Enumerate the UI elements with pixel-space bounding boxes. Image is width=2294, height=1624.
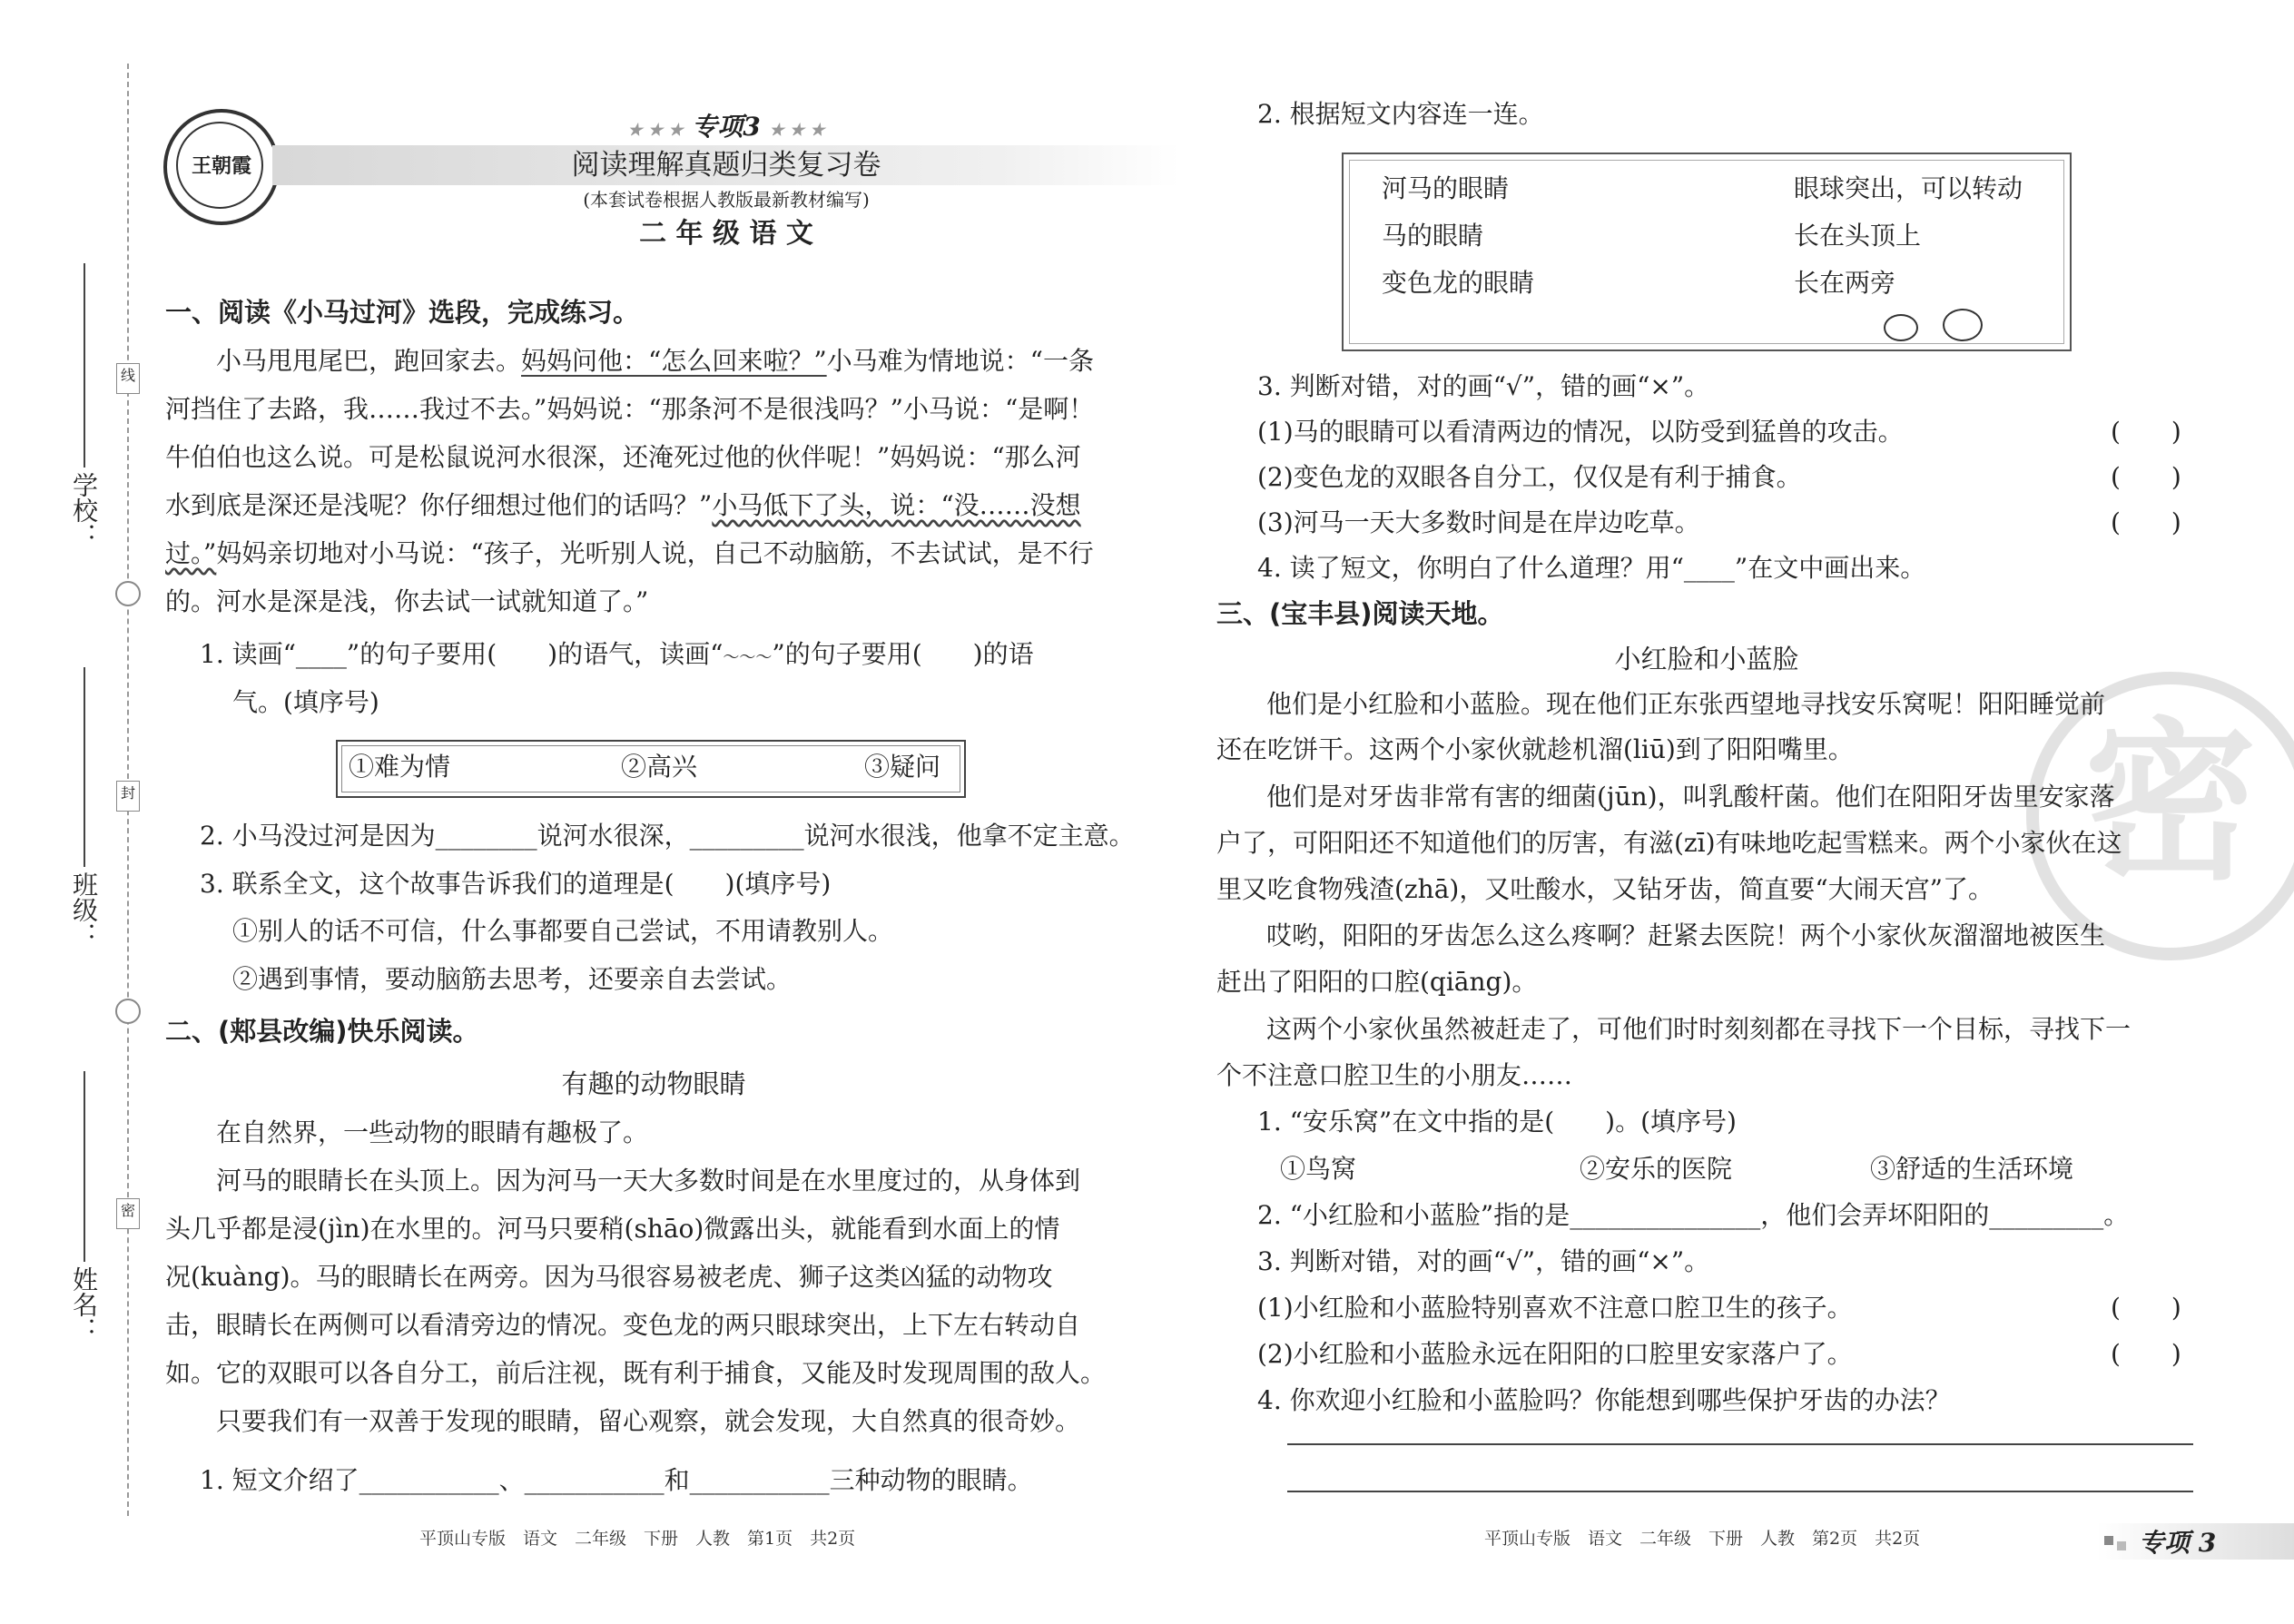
s1-q1-text: 1. 读画“____”的句子要用( )的语气，读画“ (200, 639, 724, 669)
s3-title: 小红脸和小蓝脸 (1614, 644, 1799, 674)
option-2: ②高兴 (621, 752, 698, 782)
s2-line-7: 只要我们有一双善于发现的眼睛，留心观察，就会发现，大自然真的很奇妙。 (216, 1406, 1081, 1436)
s1-line-5 (165, 530, 1094, 577)
footer-tag: 专项 3 (2139, 1528, 2217, 1558)
s3-line-2: 还在吃饼干。这两个小家伙就趁机溜(liū)到了阳阳嘴里。 (1216, 734, 1854, 764)
s3-line-1: 他们是小红脸和小蓝脸。现在他们正东张西望地寻找安乐窝呢！阳阳睡觉前 (1266, 689, 2106, 719)
s3-line-8: 这两个小家伙虽然被赶走了，可他们时时刻刻都在寻找下一个目标，寻找下一 (1266, 1014, 2132, 1044)
s1-line-4 (165, 482, 1081, 529)
logo-text: 王朝霞 (191, 154, 251, 178)
s1-underlined-question: 妈妈问他：“怎么回来啦？” (521, 346, 827, 376)
s2-line-4: 况(kuàng)。马的眼睛长在两旁。因为马很容易被老虎、狮子这类凶猛的动物攻 (165, 1262, 1053, 1292)
s1-text: 小马难为情地说：“一条 (826, 346, 1094, 376)
cut-mark-seal: 封 (116, 781, 140, 812)
match-left-1[interactable]: 河马的眼睛 (1382, 173, 1510, 203)
logo-seal (163, 109, 280, 225)
s1-q3-option-2: ②遇到事情，要动脑筋去思考，还要亲自去尝试。 (232, 964, 793, 994)
hole-icon (115, 581, 141, 606)
s3-line-5: 里又吃食物残渣(zhā)，又吐酸水，又钻牙齿，简直要“大闹天宫”了。 (1216, 874, 1994, 904)
section-3-heading: 三、(宝丰县)阅读天地。 (1216, 598, 1504, 629)
school-field[interactable] (84, 263, 85, 468)
grade-subject: 二 年 级 语 文 (639, 218, 813, 250)
s3-line-4: 户了，可阳阳还不知道他们的厉害，有滋(zī)有味地吃起雪糕来。两个小家伙在这 (1216, 828, 2122, 858)
option-3: ③疑问 (864, 752, 941, 782)
match-left-3[interactable]: 变色龙的眼睛 (1382, 268, 1535, 298)
s1-question-2: 2. 小马没过河是因为________说河水很深，_________说河水很浅，他拿不定主意。 (200, 821, 1135, 851)
answer-line[interactable] (1287, 1491, 2193, 1492)
s3-judge-1: (1)小红脸和小蓝脸特别喜欢不注意口腔卫生的孩子。 (1257, 1293, 1853, 1323)
class-label: 班级： (69, 871, 99, 948)
stamp-text: 密 (2083, 703, 2257, 903)
s3-q1-option-1: ①鸟窝 (1280, 1154, 1357, 1184)
options-box (336, 740, 966, 798)
s1-line-1 (216, 338, 1094, 385)
hole-icon (115, 999, 141, 1024)
s1-q1-text: ”的句子要用( )的语 (772, 639, 1034, 669)
s1-question-1 (200, 631, 1034, 682)
s3-question-1: 1. “安乐窝”在文中指的是( )。(填序号) (1257, 1107, 1737, 1137)
s3-line-6: 哎哟，阳阳的牙齿怎么这么疼啊？赶紧去医院！两个小家伙灰溜溜地被医生 (1266, 920, 2106, 950)
section-2-heading: 二、(郏县改编)快乐阅读。 (165, 1016, 479, 1047)
s1-line-3: 牛伯伯也这么说。可是松鼠说河水很深，还淹死过他的伙伴呢！”妈妈说：“那么河 (165, 442, 1081, 472)
s2-line-6: 如。它的双眼可以各自分工，前后注视，既有利于捕食，又能及时发现周围的敌人。 (165, 1358, 1107, 1388)
match-right-1[interactable]: 眼球突出，可以转动 (1794, 173, 2023, 203)
s1-line-2: 河挡住了去路，我……我过不去。”妈妈说：“那条河不是很浅吗？”小马说：“是啊！ (165, 394, 1095, 424)
s1-q1-wave: ～～～ (723, 648, 773, 667)
answer-paren[interactable]: ( ) (2111, 417, 2181, 447)
subject-tag: ★ ★ ★ 专项3 ★ ★ ★ (627, 112, 825, 142)
s2-question-3: 3. 判断对错，对的画“√”，错的画“×”。 (1257, 371, 1710, 401)
school-label: 学校： (69, 472, 99, 548)
s2-judge-2: (2)变色龙的双眼各自分工，仅仅是有利于捕食。 (1257, 462, 1802, 492)
match-box (1342, 153, 2072, 351)
s1-text: 妈妈亲切地对小马说：“孩子，光听别人说，自己不动脑筋，不去试试，是不行 (216, 538, 1094, 568)
s3-question-3: 3. 判断对错，对的画“√”，错的画“×”。 (1257, 1246, 1710, 1276)
panda-icon (1884, 314, 1918, 341)
match-right-3[interactable]: 长在两旁 (1794, 268, 1896, 298)
s1-question-1-tail: 气。(填序号) (232, 687, 379, 717)
s2-question-2: 2. 根据短文内容连一连。 (1257, 99, 1544, 129)
s1-text: 水到底是深还是浅呢？你仔细想过他们的话吗？” (165, 490, 713, 520)
answer-line[interactable] (1287, 1443, 2193, 1445)
class-field[interactable] (84, 667, 85, 867)
s2-question-4: 4. 读了短文，你明白了什么道理？用“____”在文中画出来。 (1257, 553, 1926, 583)
answer-paren[interactable]: ( ) (2111, 507, 2181, 537)
s2-line-3: 头几乎都是浸(jìn)在水里的。河马只要稍(shāo)微露出头，就能看到水面上的情 (165, 1214, 1060, 1244)
name-label: 姓名： (69, 1266, 99, 1343)
s3-question-4: 4. 你欢迎小红脸和小蓝脸吗？你能想到哪些保护牙齿的办法？ (1257, 1385, 1951, 1415)
s1-text: 小马甩甩尾巴，跑回家去。 (216, 346, 522, 376)
option-1: ①难为情 (349, 752, 451, 782)
cut-mark-secret: 密 (116, 1198, 140, 1229)
subject-tag-text: 专项3 (692, 112, 761, 142)
cut-mark-line: 线 (116, 363, 140, 394)
s2-judge-3: (3)河马一天大多数时间是在岸边吃草。 (1257, 507, 1700, 537)
footer-tag-band (2097, 1523, 2294, 1560)
s3-judge-2: (2)小红脸和小蓝脸永远在阳阳的口腔里安家落户了。 (1257, 1339, 1853, 1369)
answer-paren[interactable]: ( ) (2111, 1293, 2181, 1323)
footer-left: 平顶山专版 语文 二年级 下册 人教 第1页 共2页 (419, 1529, 856, 1549)
s1-question-3: 3. 联系全文，这个故事告诉我们的道理是( )(填序号) (200, 869, 832, 899)
panda-icon (1943, 309, 1983, 341)
s2-line-1: 在自然界，一些动物的眼睛有趣极了。 (216, 1117, 649, 1147)
name-field[interactable] (84, 1071, 85, 1262)
answer-paren[interactable]: ( ) (2111, 1339, 2181, 1369)
match-right-2[interactable]: 长在头顶上 (1794, 221, 1922, 251)
s2-judge-1: (1)马的眼睛可以看清两边的情况，以防受到猛兽的攻击。 (1257, 417, 1904, 447)
footer-right: 平顶山专版 语文 二年级 下册 人教 第2页 共2页 (1484, 1529, 1921, 1549)
s1-wavy-text: 过。” (165, 538, 217, 568)
page-title: 阅读理解真题归类复习卷 (571, 149, 881, 182)
s3-q1-option-2: ②安乐的医院 (1580, 1154, 1733, 1184)
s3-line-3: 他们是对牙齿非常有害的细菌(jūn)，叫乳酸杆菌。他们在阳阳牙齿里安家落 (1266, 782, 2115, 812)
s2-line-2: 河马的眼睛长在头顶上。因为河马一天大多数时间是在水里度过的，从身体到 (216, 1166, 1081, 1196)
edition-note: (本套试卷根据人教版最新教材编写) (583, 189, 870, 211)
s2-question-1: 1. 短文介绍了___________、___________和___________三种动物的眼睛。 (200, 1465, 1033, 1495)
s1-line-6: 的。河水是深是浅，你去试一试就知道了。” (165, 586, 649, 616)
s3-question-2: 2. “小红脸和小蓝脸”指的是_______________，他们会弄坏阳阳的_________。 (1257, 1200, 2130, 1230)
section-1-heading: 一、阅读《小马过河》选段，完成练习。 (165, 297, 640, 328)
s2-title: 有趣的动物眼睛 (561, 1068, 746, 1099)
answer-paren[interactable]: ( ) (2111, 462, 2181, 492)
s3-q1-option-3: ③舒适的生活环境 (1870, 1154, 2074, 1184)
s1-q3-option-1: ①别人的话不可信，什么事都要自己尝试，不用请教别人。 (232, 916, 894, 946)
s3-line-7: 赶出了阳阳的口腔(qiāng)。 (1216, 967, 1538, 997)
s2-line-5: 击，眼睛长在两侧可以看清旁边的情况。变色龙的两只眼球突出，上下左右转动自 (165, 1310, 1081, 1340)
match-left-2[interactable]: 马的眼睛 (1382, 221, 1484, 251)
s1-wavy-text: 小马低下了头，说：“没……没想 (712, 490, 1081, 520)
s3-line-9: 个不注意口腔卫生的小朋友…… (1216, 1060, 1573, 1090)
